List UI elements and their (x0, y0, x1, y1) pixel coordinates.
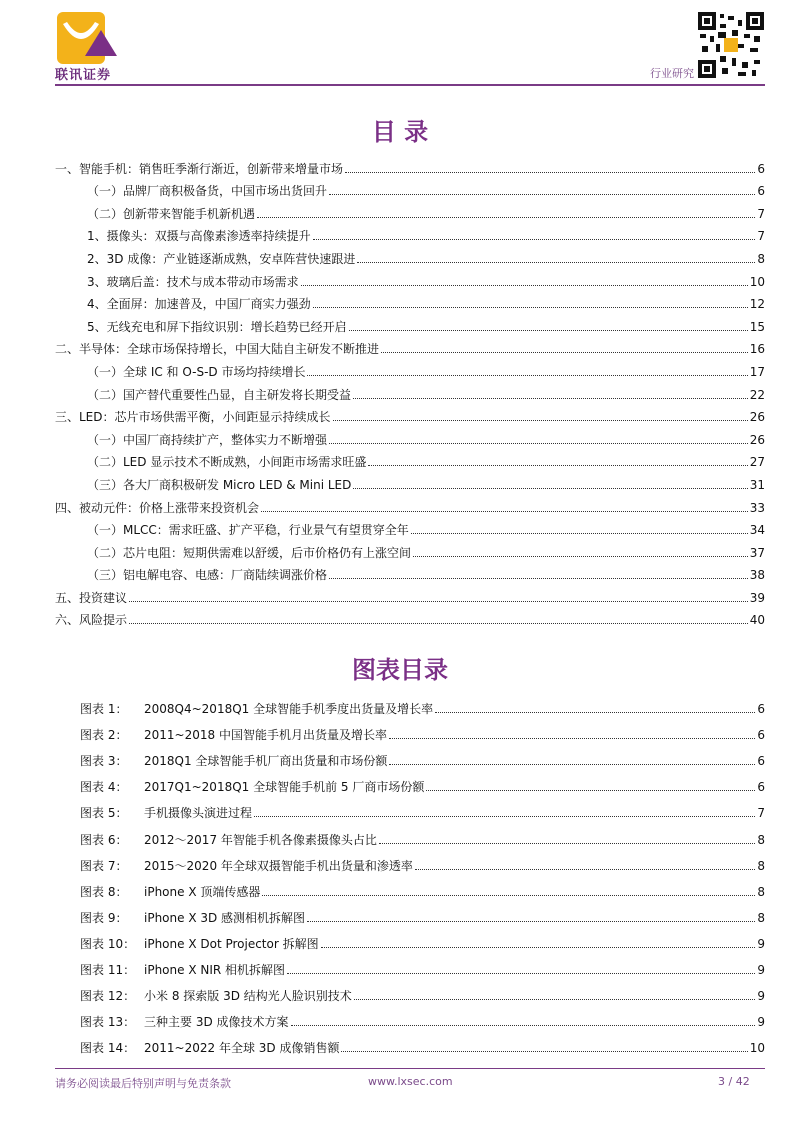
leader-dots (341, 1051, 747, 1052)
toc-entry-page: 37 (749, 545, 765, 560)
toc-entry-text: （二）LED 显示技术不断成熟，小间距市场需求旺盛 (87, 455, 367, 470)
toc-entry-page: 22 (749, 387, 765, 402)
leader-dots (435, 712, 755, 713)
toc-entry-page: 26 (749, 432, 765, 447)
figure-entry-page: 8 (757, 910, 765, 925)
figure-entry[interactable] (80, 820, 765, 846)
leader-dots (307, 921, 755, 922)
figure-entry[interactable] (80, 951, 765, 977)
toc-entry-text: 三、LED：芯片市场供需平衡，小间距显示持续成长 (55, 410, 331, 425)
toc-entry-text: （一）品牌厂商积极备货，中国市场出货回升 (87, 184, 328, 199)
figure-entry-label: 图表 13： (80, 1015, 136, 1030)
leader-dots (389, 738, 755, 739)
figure-entry-page: 9 (757, 989, 765, 1004)
toc-entry-page: 7 (757, 229, 765, 244)
toc-entry[interactable] (55, 492, 765, 515)
leader-dots (345, 172, 755, 173)
leader-dots (379, 843, 755, 844)
toc-entry-text: （三）各大厂商积极研发 Micro LED & Mini LED (87, 477, 352, 492)
toc-entry-text: （一）MLCC：需求旺盛、扩产平稳，行业景气有望贯穿全年 (87, 523, 409, 538)
leader-dots (329, 578, 748, 579)
footer-page-number: 3 / 42 (718, 1075, 750, 1088)
toc-entry[interactable] (55, 334, 765, 357)
figure-entry-page: 9 (757, 1015, 765, 1030)
figure-entry[interactable] (80, 873, 765, 899)
industry-label: 行业研究 (650, 67, 694, 80)
toc-entry-text: （二）国产替代重要性凸显，自主研发将长期受益 (87, 387, 352, 402)
figure-entry-label: 图表 5： (80, 806, 128, 821)
figure-entry-text: iPhone X 3D 感测相机拆解图 (144, 910, 306, 925)
toc-entry-page: 40 (749, 613, 765, 628)
toc-entry[interactable] (55, 447, 765, 470)
figure-entry-text: 2011~2022 年全球 3D 成像销售额 (144, 1041, 340, 1056)
leader-dots (357, 262, 755, 263)
figure-entry-text: 三种主要 3D 成像技术方案 (144, 1015, 289, 1030)
figure-entry[interactable] (80, 690, 765, 716)
figure-entry-text: 2008Q4~2018Q1 全球智能手机季度出货量及增长率 (144, 702, 434, 717)
figure-entry-text: iPhone X NIR 相机拆解图 (144, 963, 286, 978)
figure-entry[interactable] (80, 977, 765, 1003)
toc-entry[interactable] (55, 153, 765, 176)
toc-entry-text: 一、智能手机：销售旺季渐行渐近，创新带来增量市场 (55, 161, 344, 176)
figure-entry-page: 10 (749, 1041, 765, 1056)
figure-entry-page: 8 (757, 858, 765, 873)
toc-entry-text: 六、风险提示 (55, 613, 128, 628)
figure-list (80, 690, 765, 1055)
figure-entry-label: 图表 12： (80, 989, 136, 1004)
toc-entry-page: 6 (757, 161, 765, 176)
table-of-contents (55, 153, 765, 627)
toc-entry-text: （二）创新带来智能手机新机遇 (87, 206, 256, 221)
leader-dots (254, 816, 755, 817)
figure-entry-page: 6 (757, 754, 765, 769)
toc-entry-text: 5、无线充电和屏下指纹识别：增长趋势已经开启 (87, 319, 347, 334)
figure-entry-text: 小米 8 探索版 3D 结构光人脸识别技术 (144, 989, 352, 1004)
toc-entry[interactable] (55, 537, 765, 560)
figure-entry-page: 6 (757, 728, 765, 743)
figure-entry-text: iPhone X 顶端传感器 (144, 884, 261, 899)
leader-dots (349, 330, 748, 331)
footer-divider (55, 1068, 765, 1069)
figure-entry-page: 8 (757, 832, 765, 847)
leader-dots (368, 465, 747, 466)
toc-entry[interactable] (55, 582, 765, 605)
toc-entry-text: 3、玻璃后盖：技术与成本带动市场需求 (87, 274, 299, 289)
figure-entry-text: 2012～2017 年智能手机各像素摄像头占比 (144, 832, 377, 847)
toc-entry-text: （二）芯片电阻：短期供需难以舒缓，后市价格仍有上涨空间 (87, 545, 412, 560)
figure-entry-label: 图表 4： (80, 780, 128, 795)
figure-entry-page: 8 (757, 884, 765, 899)
toc-entry[interactable] (55, 379, 765, 402)
leader-dots (321, 947, 756, 948)
leader-dots (257, 217, 755, 218)
figure-entry-label: 图表 7： (80, 858, 128, 873)
leader-dots (313, 307, 748, 308)
toc-entry-text: 二、半导体：全球市场保持增长，中国大陆自主研发不断推进 (55, 342, 380, 357)
toc-entry-page: 27 (749, 455, 765, 470)
figure-entry-label: 图表 6： (80, 832, 128, 847)
toc-entry-page: 39 (749, 590, 765, 605)
figure-entry[interactable] (80, 794, 765, 820)
figure-entry-page: 7 (757, 806, 765, 821)
figure-entry[interactable] (80, 716, 765, 742)
leader-dots (329, 443, 748, 444)
figure-entry-label: 图表 14： (80, 1041, 136, 1056)
toc-entry-page: 34 (749, 523, 765, 538)
figure-entry-text: 手机摄像头演进过程 (144, 806, 253, 821)
toc-entry[interactable] (55, 198, 765, 221)
toc-entry[interactable] (55, 176, 765, 199)
figure-entry-label: 图表 8： (80, 884, 128, 899)
toc-entry[interactable] (55, 424, 765, 447)
toc-entry-page: 16 (749, 342, 765, 357)
figure-entry-label: 图表 11： (80, 963, 136, 978)
toc-entry[interactable] (55, 356, 765, 379)
toc-entry-text: （三）铝电解电容、电感：厂商陆续调涨价格 (87, 568, 328, 583)
leader-dots (307, 375, 747, 376)
toc-entry-text: 四、被动元件：价格上涨带来投资机会 (55, 500, 260, 515)
leader-dots (262, 895, 755, 896)
figure-entry-label: 图表 1： (80, 702, 128, 717)
toc-entry[interactable] (55, 560, 765, 583)
company-logo-text: 联讯证券 (55, 68, 112, 83)
toc-entry-page: 7 (757, 206, 765, 221)
footer-website[interactable]: www.lxsec.com (368, 1075, 453, 1088)
figure-entry[interactable] (80, 768, 765, 794)
leader-dots (411, 533, 748, 534)
toc-entry[interactable] (55, 605, 765, 628)
leader-dots (287, 973, 755, 974)
toc-entry-page: 12 (749, 297, 765, 312)
figure-entry[interactable] (80, 925, 765, 951)
figure-entry-label: 图表 9： (80, 910, 128, 925)
figure-entry-label: 图表 3： (80, 754, 128, 769)
toc-entry-text: 五、投资建议 (55, 590, 128, 605)
qr-code-icon (698, 12, 764, 78)
leader-dots (354, 999, 756, 1000)
page-header (0, 0, 800, 95)
toc-entry-page: 8 (757, 251, 765, 266)
toc-entry[interactable] (55, 311, 765, 334)
figure-entry-text: iPhone X Dot Projector 拆解图 (144, 936, 319, 951)
figure-entry-text: 2017Q1~2018Q1 全球智能手机前 5 厂商市场份额 (144, 780, 425, 795)
figure-list-title: 图表目录 (352, 655, 448, 684)
toc-entry-page: 15 (749, 319, 765, 334)
toc-entry-page: 33 (749, 500, 765, 515)
toc-entry-page: 6 (757, 184, 765, 199)
toc-entry[interactable] (55, 243, 765, 266)
toc-entry-text: （一）全球 IC 和 O-S-D 市场均持续增长 (87, 364, 306, 379)
figure-entry-text: 2011~2018 中国智能手机月出货量及增长率 (144, 728, 387, 743)
figure-entry-text: 2015～2020 年全球双摄智能手机出货量和渗透率 (144, 858, 413, 873)
figure-entry-label: 图表 10： (80, 936, 136, 951)
toc-entry[interactable] (55, 515, 765, 538)
leader-dots (413, 556, 748, 557)
leader-dots (291, 1025, 756, 1026)
figure-entry-page: 6 (757, 780, 765, 795)
toc-entry-text: 4、全面屏：加速普及，中国厂商实力强劲 (87, 297, 311, 312)
leader-dots (261, 511, 748, 512)
figure-entry-label: 图表 2： (80, 728, 128, 743)
leader-dots (415, 869, 755, 870)
leader-dots (313, 239, 756, 240)
leader-dots (426, 790, 755, 791)
toc-entry[interactable] (55, 289, 765, 312)
toc-entry-text: 1、摄像头：双摄与高像素渗透率持续提升 (87, 229, 311, 244)
leader-dots (353, 398, 748, 399)
toc-entry-page: 17 (749, 364, 765, 379)
leader-dots (329, 194, 755, 195)
toc-entry[interactable] (55, 266, 765, 289)
leader-dots (129, 601, 748, 602)
figure-entry-page: 6 (757, 702, 765, 717)
leader-dots (129, 623, 748, 624)
figure-entry[interactable] (80, 1003, 765, 1029)
toc-entry-text: （一）中国厂商持续扩产，整体实力不断增强 (87, 432, 328, 447)
figure-entry-page: 9 (757, 936, 765, 951)
leader-dots (381, 352, 748, 353)
leader-dots (389, 764, 755, 765)
footer-disclaimer: 请务必阅读最后特别声明与免责条款 (55, 1077, 231, 1090)
toc-entry-text: 2、3D 成像：产业链逐渐成熟，安卓阵营快速跟进 (87, 251, 356, 266)
toc-entry-page: 10 (749, 274, 765, 289)
toc-entry[interactable] (55, 469, 765, 492)
toc-entry-page: 38 (749, 568, 765, 583)
leader-dots (301, 285, 748, 286)
figure-entry[interactable] (80, 899, 765, 925)
figure-entry[interactable] (80, 847, 765, 873)
figure-entry-page: 9 (757, 963, 765, 978)
figure-entry-text: 2018Q1 全球智能手机厂商出货量和市场份额 (144, 754, 388, 769)
toc-title: 目 录 (371, 117, 429, 146)
toc-entry[interactable] (55, 402, 765, 425)
header-divider (55, 84, 765, 86)
figure-entry[interactable] (80, 742, 765, 768)
toc-entry-page: 31 (749, 477, 765, 492)
leader-dots (333, 420, 748, 421)
toc-entry-page: 26 (749, 410, 765, 425)
toc-entry[interactable] (55, 221, 765, 244)
figure-entry[interactable] (80, 1029, 765, 1055)
leader-dots (353, 488, 747, 489)
